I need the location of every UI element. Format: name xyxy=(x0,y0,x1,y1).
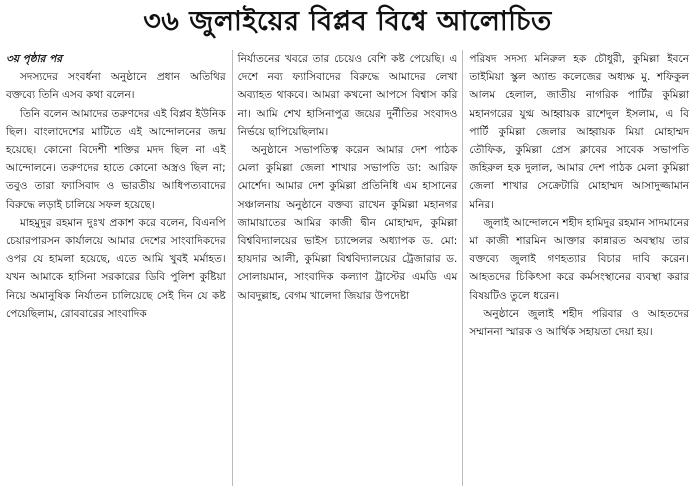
article-column-2 xyxy=(238,50,458,488)
article-column-1 xyxy=(6,50,226,488)
paragraph: নির্যাতনের খবরে তার চেয়েও বেশি কষ্ট পেয়েছি। এ দেশে নব্য ফ্যাসিবাদের বিরুদ্ধে আমাদের লেখা অব্যাহত থাকবে। আমরা কখনো আপসে বিশ্বাস করি না। আমি শেখ হাসিনাপুত্র জয়ের দুর্নীতির সংবাদও নির্ভয়ে ছাপিয়েছিলাম। xyxy=(237,53,458,138)
paragraph: সদস্যদের সংবর্ধনা অনুষ্ঠানে প্রধান অতিথির বক্তব্যে তিনি এসব কথা বলেন। xyxy=(6,71,226,102)
paragraph: তিনি বলেন আমাদের তরুণদের এই বিপ্লব ইউনিক ছিল। বাংলাদেশের মাটিতে এই আন্দোলনের জন্ম হয়েছে। কোনো বিদেশী শক্তির মদদ ছিল না এই আন্দোলনে। তরুণদের হাতে কোনো অস্ত্রও ছিল না; তবুও তারা ফ্যাসিবাদ ও ভারতীয় আধিপত্যবাদের বিরুদ্ধে লড়াই চালিয়ে সফল হয়েছে। xyxy=(6,107,226,211)
headline: ৩৬ জুলাইয়ের বিপ্লব বিশ্বে আলোচিত xyxy=(143,6,552,37)
article-column-3 xyxy=(469,50,689,488)
article-columns xyxy=(6,50,689,488)
paragraph: অনুষ্ঠানে জুলাই শহীদ পরিবার ও আহতদের সম্মাননা স্মারক ও আর্থিক সহায়তা দেয়া হয়। xyxy=(469,307,690,339)
paragraph: অনুষ্ঠানে সভাপতিত্ব করেন আমার দেশ পাঠক মেলা কুমিল্লা জেলা শাখার সভাপতি ডা: আরিফ মোর্শেদ। আমার দেশ কুমিল্লা প্রতিনিধি এম হাসানের সঞ্চালনায় অনুষ্ঠানে বক্তব্য রাখেন কুমিল্লা মহানগর জামায়াতের আমির কাজী দ্বীন মোহাম্মদ, কুমিল্লা বিশ্ববিদ্যালয়ের ভাইস চ্যান্সেলর অধ্যাপক ড. মো: হায়দার আলী, কুমিল্লা বিশ্ববিদ্যালয়ের ট্রেজারার ড. সোলায়মান, সাংবাদিক কল্যাণ ট্রাস্টের এমডি এম আবদুল্লাহ, বেগম খালেদা জিয়ার উপদেষ্টা xyxy=(237,144,458,302)
paragraph: মাহমুদুর রহমান দুঃখ প্রকাশ করে বলেন, বিএনপি চেয়ারপারসন কার্যালয়ে আমার দেশের সাংবাদিকদের ওপর যে হামলা হয়েছে, এতে আমি খুবই মর্মাহত। যখন আমাকে হাসিনা সরকারের ডিবি পুলিশ কুষ্টিয়া নিয়ে অমানুষিক নির্যাতন চালিয়েছে সেই দিন যে কষ্ট পেয়েছিলাম, রোববারের সাংবাদিক xyxy=(6,216,226,320)
jump-label: ৩য় পৃষ্ঠার পর xyxy=(6,53,63,65)
paragraph: পরিষদ সদস্য মনিরুল হক চৌধুরী, কুমিল্লা ইবনে তাইমিয়া স্কুল অ্যান্ড কলেজের অধ্যক্ষ মু. শফিকুল আলম হেলাল, জাতীয় নাগরিক পার্টির কুমিল্লা মহানগরের যুগ্ম আহ্বায়ক রাশেদুল ইসলাম, এ বি পার্টি কুমিল্লা জেলার আহ্বায়ক মিয়া মোহাম্মদ তৌফিক, কুমিল্লা প্রেস ক্লাবের সাবেক সভাপতি জহিরুল হক দুলাল, আমার দেশ পাঠক মেলা কুমিল্লা জেলা শাখার সেক্রেটারি মোহাম্মদ আসাদুজ্জামান মনির। xyxy=(469,53,690,211)
paragraph: জুলাই আন্দোলনে শহীদ হামিদুর রহমান সাদমানের মা কাজী শারমিন আক্তার কান্নারত অবস্থায় তার বক্তব্যে জুলাই গণহত্যার বিচার দাবি করেন। আহতদের চিকিৎসা করে কর্মসংস্থানের ব্যবস্থা করার বিষয়টিও তুলে ধরেন। xyxy=(469,216,690,302)
